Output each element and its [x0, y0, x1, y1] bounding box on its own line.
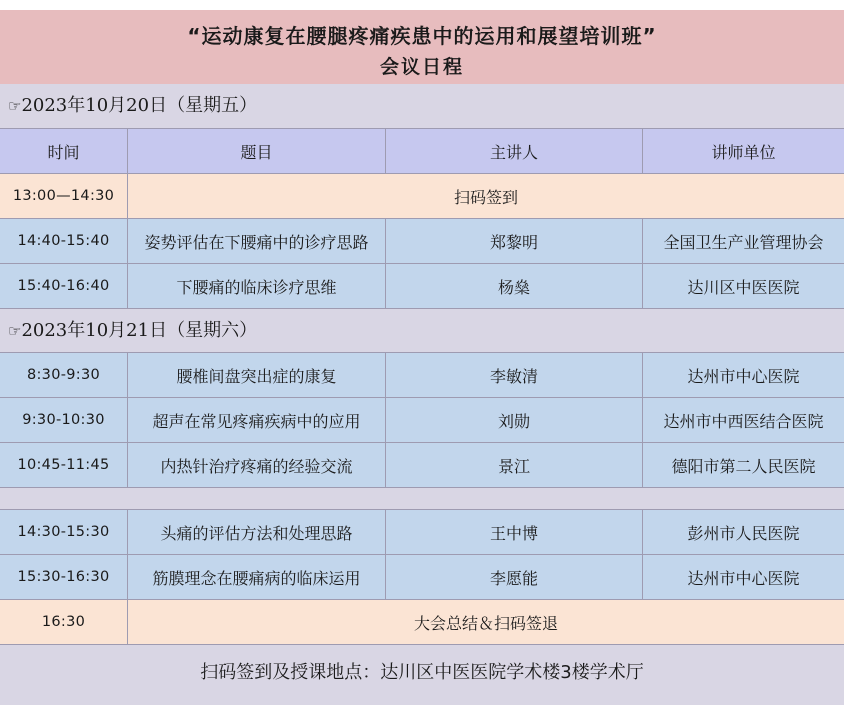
row-time: 10:45-11:45	[0, 443, 128, 487]
table-row	[0, 352, 844, 397]
row-time: 14:30-15:30	[0, 510, 128, 554]
column-header-speaker: 主讲人	[386, 129, 643, 173]
schedule-sheet	[0, 10, 844, 705]
row-topic: 超声在常见疼痛疾病中的应用	[128, 398, 386, 442]
row-unit: 彭州市人民医院	[687, 523, 800, 543]
row-time: 15:40-16:40	[0, 264, 128, 308]
day2-label: 2023年10月21日（星期六）	[21, 320, 258, 341]
venue-footer: 扫码签到及授课地点：达川区中医医院学术楼3楼学术厅	[0, 644, 844, 701]
table-row	[0, 263, 844, 308]
row-span-text: 大会总结＆扫码签退	[413, 613, 558, 633]
column-header-topic: 题目	[128, 129, 386, 173]
row-unit: 达川区中医医院	[687, 277, 800, 297]
row-topic: 头痛的评估方法和处理思路	[128, 510, 386, 554]
row-topic: 下腰痛的临床诊疗思维	[128, 264, 386, 308]
table-row	[0, 218, 844, 263]
day2-heading	[0, 308, 844, 352]
row-span-text: 扫码签到	[453, 187, 518, 207]
row-speaker: 李愿能	[386, 555, 643, 599]
row-topic: 姿势评估在下腰痛中的诊疗思路	[128, 219, 386, 263]
row-unit: 全国卫生产业管理协会	[663, 232, 824, 252]
row-topic: 筋膜理念在腰痛病的临床运用	[128, 555, 386, 599]
row-speaker: 王中博	[386, 510, 643, 554]
row-speaker: 杨燊	[386, 264, 643, 308]
row-speaker: 刘勋	[386, 398, 643, 442]
column-header-time: 时间	[0, 129, 128, 173]
title-line-1: “运动康复在腰腿疼痛疾患中的运用和展望培训班”	[187, 24, 657, 48]
table-row	[0, 173, 844, 218]
row-time: 8:30-9:30	[0, 353, 128, 397]
title-banner	[0, 10, 844, 85]
title-line-2: 会议日程	[379, 56, 464, 78]
row-time: 13:00—14:30	[0, 174, 128, 218]
table-row	[0, 442, 844, 487]
lunch-gap-divider	[0, 487, 844, 509]
row-time: 14:40-15:40	[0, 219, 128, 263]
row-time: 15:30-16:30	[0, 555, 128, 599]
column-header-unit: 讲师单位	[711, 142, 776, 162]
day1-heading	[0, 84, 844, 128]
row-speaker: 李敏清	[386, 353, 643, 397]
row-unit: 达州市中心医院	[687, 568, 800, 588]
table-header-row	[0, 128, 844, 173]
pointing-hand-icon: ☞	[8, 97, 22, 115]
row-topic: 内热针治疗疼痛的经验交流	[128, 443, 386, 487]
table-row	[0, 554, 844, 599]
day1-label: 2023年10月20日（星期五）	[21, 95, 258, 116]
table-row	[0, 599, 844, 644]
table-row	[0, 397, 844, 442]
table-row	[0, 509, 844, 554]
row-unit: 达州市中心医院	[687, 366, 800, 386]
row-speaker: 景江	[386, 443, 643, 487]
row-unit: 德阳市第二人民医院	[671, 456, 816, 476]
row-topic: 腰椎间盘突出症的康复	[128, 353, 386, 397]
row-time: 16:30	[0, 600, 128, 644]
row-unit: 达州市中西医结合医院	[663, 411, 824, 431]
row-time: 9:30-10:30	[0, 398, 128, 442]
pointing-hand-icon: ☞	[8, 322, 22, 340]
row-speaker: 郑黎明	[386, 219, 643, 263]
